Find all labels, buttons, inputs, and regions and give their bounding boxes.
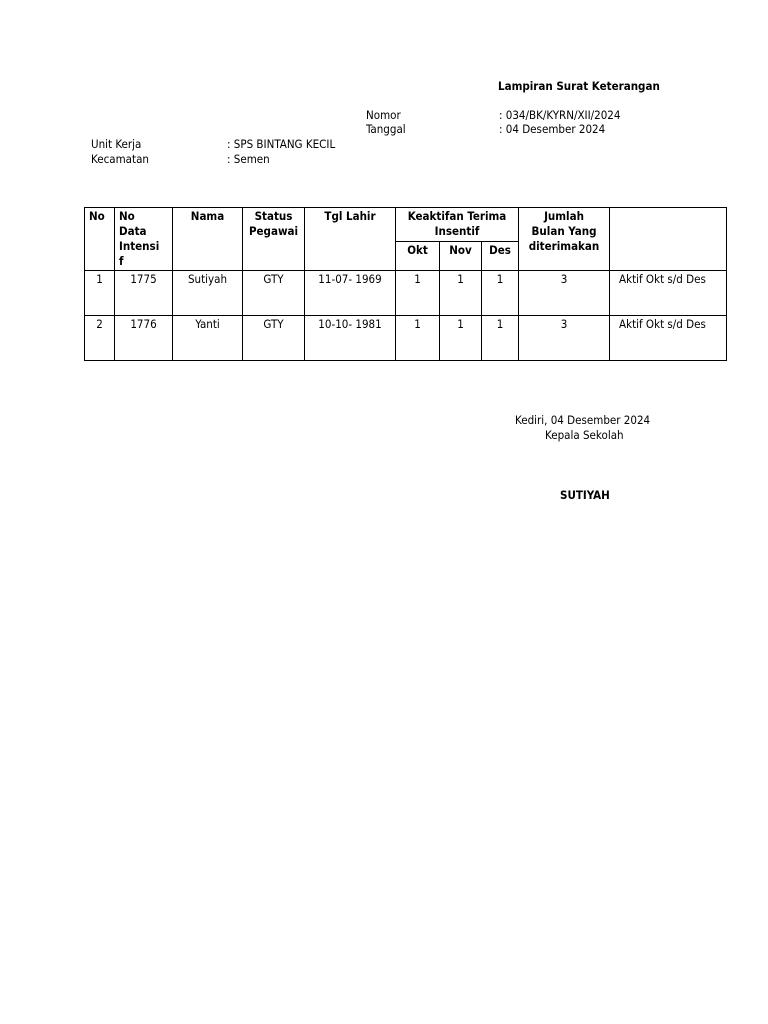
cell-des: 1	[482, 271, 519, 316]
cell-no-data: 1775	[115, 271, 173, 316]
cell-nama: Sutiyah	[173, 271, 243, 316]
cell-jumlah: 3	[519, 271, 610, 316]
cell-keterangan: Aktif Okt s/d Des	[610, 316, 727, 361]
cell-tgl-lahir: 10-10- 1981	[305, 316, 396, 361]
signature-role: Kepala Sekolah	[545, 428, 624, 442]
table-row	[85, 316, 727, 361]
tanggal-value: : 04 Desember 2024	[499, 122, 606, 136]
signature-name: SUTIYAH	[560, 488, 610, 502]
header-okt: Okt	[396, 241, 440, 270]
cell-des: 1	[482, 316, 519, 361]
cell-jumlah: 3	[519, 316, 610, 361]
cell-tgl-lahir: 11-07- 1969	[305, 271, 396, 316]
header-no-data: No Data Intensi f	[115, 208, 173, 271]
header-nov: Nov	[440, 241, 482, 270]
kecamatan-value: : Semen	[227, 152, 270, 166]
nomor-value: : 034/BK/KYRN/XII/2024	[499, 108, 621, 122]
document-title: Lampiran Surat Keterangan	[498, 79, 660, 93]
nomor-label: Nomor	[366, 108, 401, 122]
cell-status: GTY	[243, 316, 305, 361]
header-no: No	[85, 208, 115, 271]
cell-no: 2	[85, 316, 115, 361]
kecamatan-label: Kecamatan	[91, 152, 149, 166]
header-nama: Nama	[173, 208, 243, 271]
insentif-table	[84, 207, 727, 361]
cell-keterangan: Aktif Okt s/d Des	[610, 271, 727, 316]
cell-no: 1	[85, 271, 115, 316]
header-status-pegawai: Status Pegawai	[243, 208, 305, 271]
header-keaktifan: Keaktifan Terima Insentif	[396, 208, 519, 242]
header-des: Des	[482, 241, 519, 270]
header-tgl-lahir: Tgl Lahir	[305, 208, 396, 271]
table-row	[85, 271, 727, 316]
header-jumlah: Jumlah Bulan Yang diterimakan	[519, 208, 610, 271]
tanggal-label: Tanggal	[366, 122, 406, 136]
signature-place-date: Kediri, 04 Desember 2024	[515, 413, 651, 427]
cell-okt: 1	[396, 316, 440, 361]
unit-kerja-label: Unit Kerja	[91, 137, 142, 151]
cell-nov: 1	[440, 271, 482, 316]
cell-nama: Yanti	[173, 316, 243, 361]
header-keterangan	[610, 208, 727, 271]
unit-kerja-value: : SPS BINTANG KECIL	[227, 137, 336, 151]
cell-nov: 1	[440, 316, 482, 361]
cell-no-data: 1776	[115, 316, 173, 361]
cell-okt: 1	[396, 271, 440, 316]
cell-status: GTY	[243, 271, 305, 316]
